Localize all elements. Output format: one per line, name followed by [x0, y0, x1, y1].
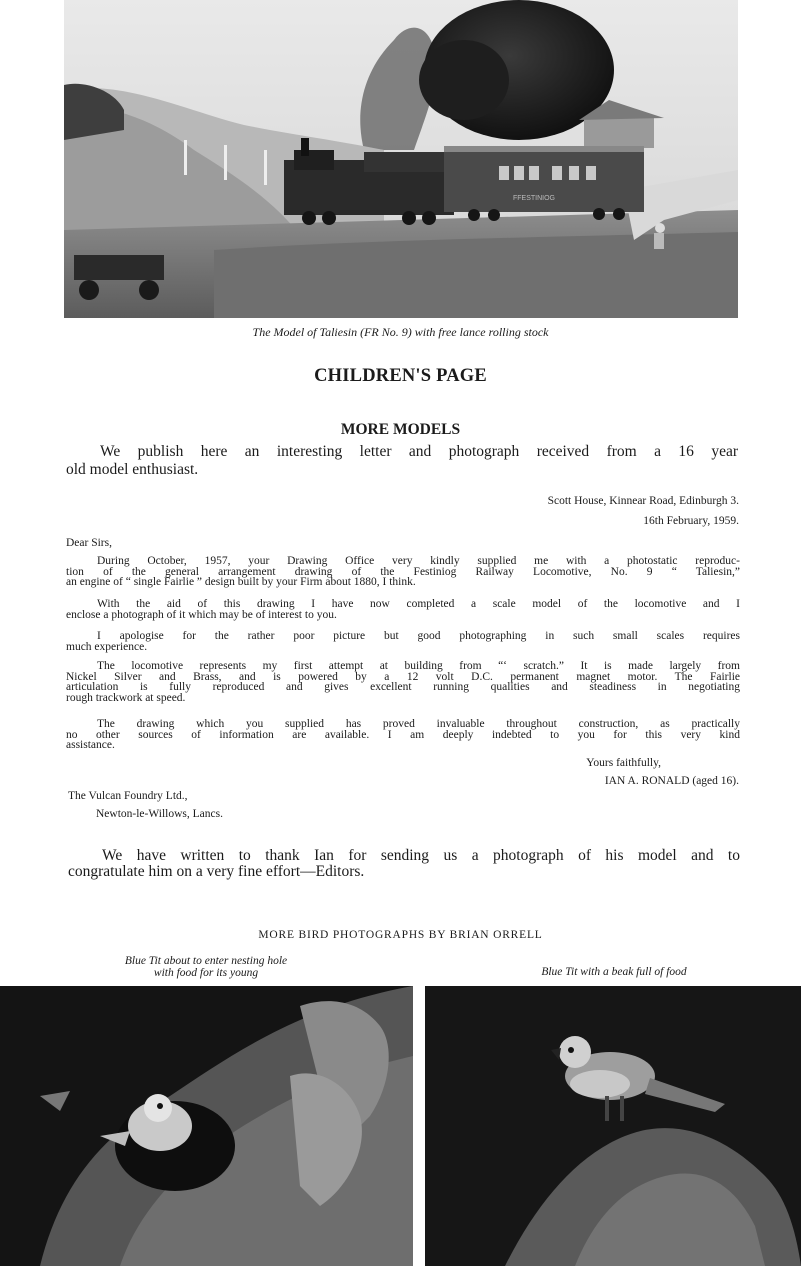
editors-note-line-1: We have written to thank Ian for sending us a photograph of his model and to [102, 847, 740, 864]
recipient-name: The Vulcan Foundry Ltd., [68, 790, 188, 802]
model-locomotive-photo-illustration [64, 0, 738, 318]
letter-paragraph [66, 661, 740, 703]
bird-photo-1-caption [68, 955, 344, 979]
letter-line: assistance. [66, 739, 115, 752]
letter-paragraph [66, 556, 740, 588]
letter-line: The locomotive represents my first attempt at building from “‘ scratch.” It is made largely from [97, 660, 740, 672]
letter-closing: Yours faithfully, [586, 757, 661, 769]
bird-photo-2-caption: Blue Tit with a beak full of food [541, 966, 687, 978]
section-title: MORE MODELS [340, 421, 461, 438]
letter-line: much experience. [66, 640, 148, 653]
recipient-address: Newton-le-Willows, Lancs. [96, 808, 223, 820]
intro-line-1: We publish here an interesting letter and photograph received from a 16 year [100, 443, 738, 460]
letter-signature: IAN A. RONALD (aged 16). [604, 775, 739, 787]
blue-tit-nesting-photo [0, 986, 413, 1266]
page-title: CHILDREN'S PAGE [314, 366, 487, 386]
letter-line: no other sources of information are available. I am deeply indebted to you for this very kind [66, 728, 740, 741]
model-locomotive-photo [64, 0, 738, 318]
letter-line: With the aid of this drawing I have now completed a scale model of the locomotive and I [97, 598, 740, 610]
model-photo-caption: The Model of Taliesin (FR No. 9) with free lance rolling stock [252, 325, 549, 339]
bird-photo-1-caption-line-2: with food for its young [153, 967, 259, 979]
letter-line: an engine of “ single Fairlie ” design built by your Firm about 1880, I think. [66, 576, 416, 589]
bird-photo-1-caption-line-1: Blue Tit about to enter nesting hole [124, 955, 288, 967]
letter-line: tion of the general arrangement drawing of the Festiniog Railway Locomotive, No. 9 “ Taliesin,” [66, 565, 740, 578]
letter-line: enclose a photograph of it which may be of interest to you. [66, 608, 337, 621]
letter-salutation: Dear Sirs, [66, 537, 112, 549]
intro-line-2: old model enthusiast. [66, 461, 199, 478]
editors-note-line-2: congratulate him on a very fine effort—Editors. [68, 863, 365, 880]
letter-line: Nickel Silver and Brass, and is powered by a 12 volt D.C. permanent magnet motor. The Fairlie [66, 670, 740, 683]
letter-paragraph [66, 599, 740, 620]
bird-photos-heading: MORE BIRD PHOTOGRAPHS BY BRIAN ORRELL [258, 929, 543, 941]
letter-line: I apologise for the rather poor picture but good photographing in such small scales requires [97, 630, 740, 642]
blue-tit-food-illustration [425, 986, 801, 1266]
letter-address: Scott House, Kinnear Road, Edinburgh 3. [547, 495, 739, 507]
letter-line: articulation is fully reproduced and gives excellent running qualities and steadiness in negotiating [66, 681, 740, 694]
letter-paragraph [66, 631, 740, 652]
letter-line: The drawing which you supplied has proved invaluable throughout construction, as practically [97, 718, 740, 730]
blue-tit-nesting-illustration [0, 986, 413, 1266]
letter-line: rough trackwork at speed. [66, 691, 186, 704]
letter-line: During October, 1957, your Drawing Office very kindly supplied me with a photostatic reproduc- [97, 555, 740, 567]
coach-label: FFESTINIOG [513, 195, 555, 202]
letter-paragraph [66, 719, 740, 751]
letter-date: 16th February, 1959. [643, 515, 739, 527]
blue-tit-food-photo [425, 986, 801, 1266]
